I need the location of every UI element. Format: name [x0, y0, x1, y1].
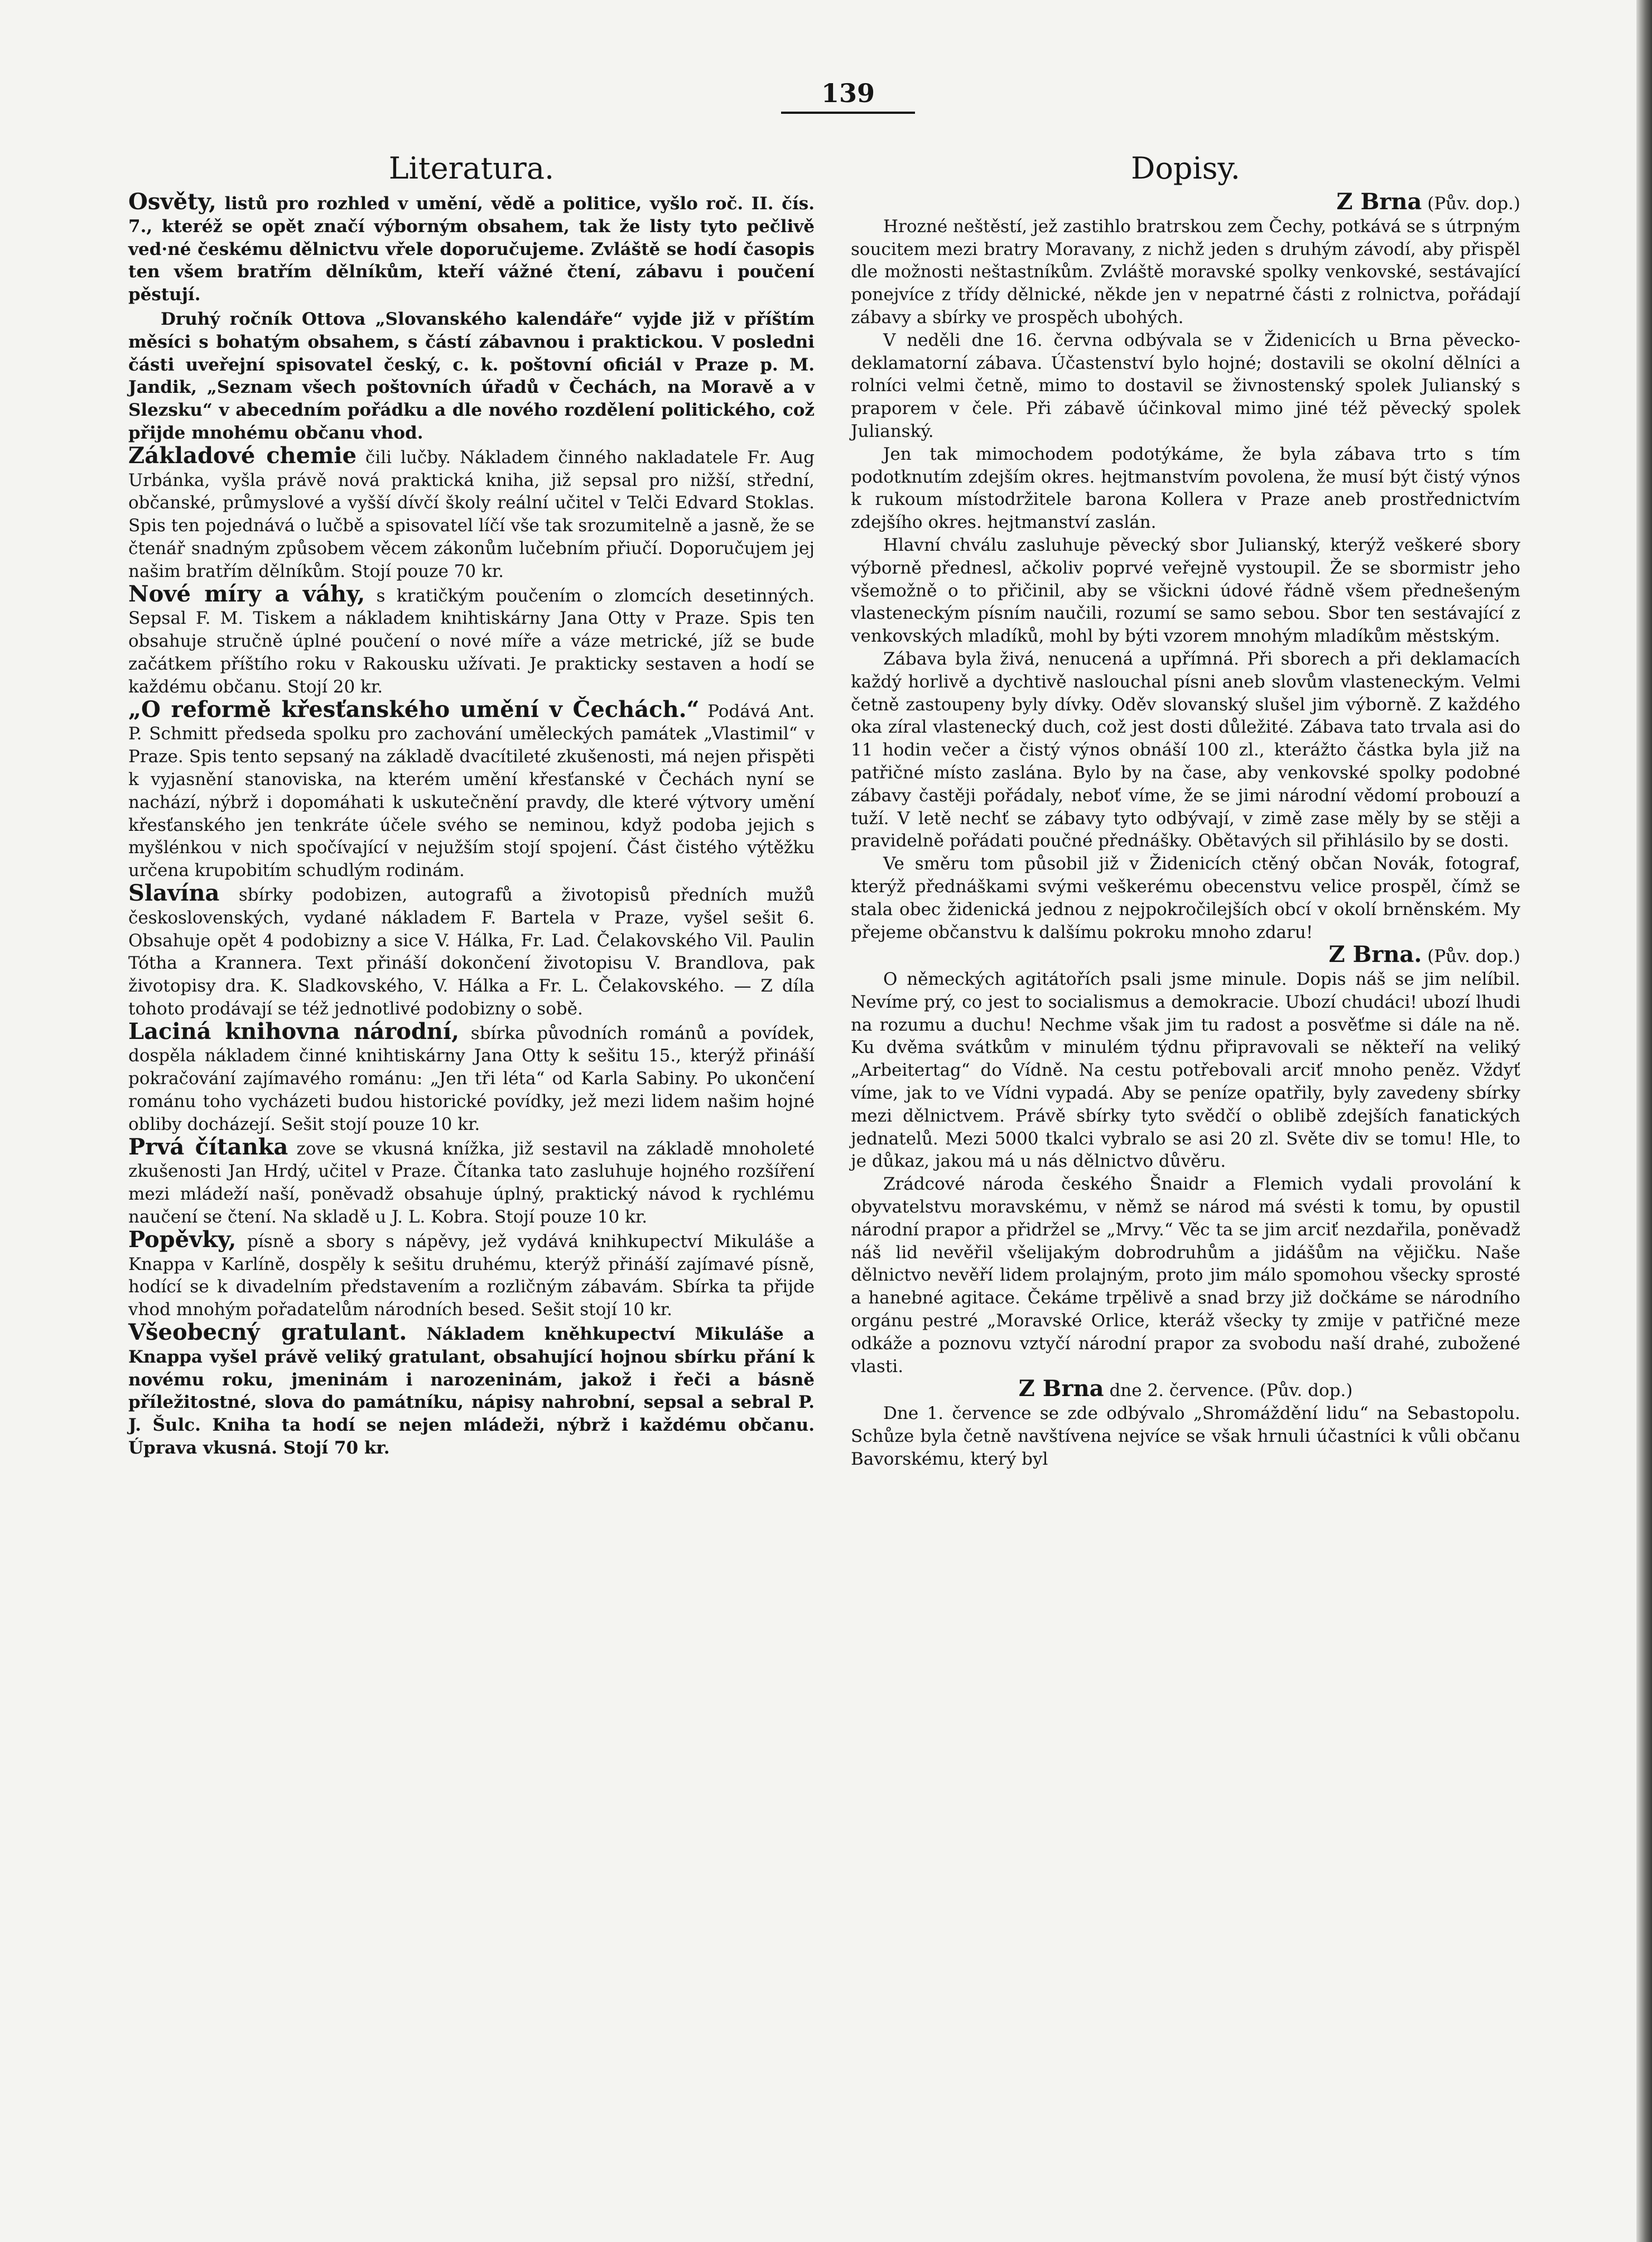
literature-entry: [128, 306, 815, 445]
literature-entry: [128, 879, 815, 1021]
literature-entry-text: sbírka původních románů a povídek, dospěla nákladem činné knihtiskárny Jana Otty k sešitu 15., kterýž přináší pokračování zajímavého románu: „Jen tři léta“ od Karla Sabiny. Po ukončení románu toho vycházeti budou historické povídky, jež mezi lidem našim hojné obliby docházejí. Sešit stojí pouze 10 kr.: [128, 1023, 815, 1134]
page-edge-shadow: [1636, 0, 1652, 2242]
letter-note: dne 2. července. (Pův. dop.): [1104, 1380, 1353, 1401]
dopisy-title: Dopisy.: [1131, 151, 1240, 186]
literature-entry-heading: Nové míry a váhy,: [128, 580, 365, 607]
literatura-column: [128, 151, 815, 1460]
literature-entry-text: listů pro rozhled v umění, vědě a politice, vyšlo roč. II. čís. 7., kteréž se opět značí výborným obsahem, tak že listy tyto pečlivě ved·né českému dělnictvu vřele doporučujeme. Zvláště se hodí časopis ten všem bratřím dělníkům, kteří vážné čtení, zábavu i poučení pěstují.: [128, 194, 815, 305]
literatura-entries: [128, 191, 815, 1460]
letter-dateline: [851, 941, 1520, 968]
literature-entry-heading: Popěvky,: [128, 1226, 237, 1253]
literature-entry-text: Nákladem kněhkupectví Mikuláše a Knappa vyšel právě veliký gratulant, obsahující hojnou sbírku přání k novému roku, jmeninám i narozeninám, jakož i řeči a básně příležitostné, slova do památníku, nápisy nahrobní, sepsal a sebral P. J. Šulc. Kniha ta hodí se nejen mládeži, nýbrž i každému občanu. Úprava vkusná. Stojí 70 kr.: [128, 1324, 815, 1459]
literature-entry-heading: Základové chemie: [128, 442, 357, 469]
literature-entry-heading: Slavína: [128, 879, 220, 906]
letter-paragraph: Hlavní chválu zasluhuje pěvecký sbor Julianský, kterýž veškeré sbory výborně přednesl, ačkoliv poprvé veřejně vystoupil. Že se sbormistr jeho všemožně o to přičinil, aby se všickni údové řádně všem přednešeným vlasteneckým písním naučili, rozumí se samo sebou. Sbor ten sestávající z venkovských mladíků, mohl by býti vzorem mnohým mladíkům městským.: [851, 535, 1520, 647]
letter: [851, 191, 1520, 944]
letter-paragraph: Zrádcové národa českého Šnaidr a Flemich vydali provolání k obyvatelstvu moravskému, v němž se národ má svésti k tomu, by opustil národní prapor a přidržel se „Mrvy.“ Věc ta se jim arciť nezdařila, poněvadž náš lid nevěřil všelijakým dobrodruhům a jidášům na vějičku. Naše dělnictvo nevěří lidem prolajným, proto jim málo spomohou všecky sprosté a hanebné agitace. Čekáme trpělivě a snad brzy již dočkáme se národního orgánu pestré „Moravské Orlice, kteráž všecky ty zmije v patřičné meze odkáže a poznovu vztyčí národní prapor za svobodu naší drahé, zubožené vlasti.: [851, 1174, 1520, 1377]
letter-dateline: [851, 1375, 1520, 1402]
literatura-title: Literatura.: [388, 151, 555, 186]
literature-entry: [128, 696, 815, 882]
literature-entry-text: zove se vkusná knížka, již sestavil na základě mnoholeté zkušenosti Jan Hrdý, učitel v Praze. Čítanka tato zasluhuje hojného rozšíření mezi mládeží naší, poněvadž obsahuje úplný, praktický návod k rychlému naučení se čtení. Na skladě u J. L. Kobra. Stojí pouze 10 kr.: [128, 1138, 815, 1228]
letter-paragraph: Dne 1. července se zde odbývalo „Shromáždění lidu“ na Sebastopolu. Schůze byla četně navštívena nejvíce se však hrnuli účastníci k vůli občanu Bavorskému, který byl: [851, 1403, 1520, 1469]
letter: [851, 941, 1520, 1378]
literature-entry-heading: Laciná knihovna národní,: [128, 1018, 460, 1045]
letter-paragraph: O německých agitátořích psali jsme minule. Dopis náš se jim nelíbil. Nevíme prý, co jest to socialismus a demokracie. Ubozí chudáci! ubozí lhudi na rozumu a duchu! Nechme však jim tu radost a posvěťme si dále na ně. Ku dvěma svátkům v minulém týdnu připravovali se někteří na veliký „Arbeitertag“ do Vídně. Na cestu potřebovali arciť mnoho peněz. Vždyť víme, jak to ve Vídni vypadá. Aby se peníze opatřily, byly zavedeny sbírky mezi dělnictvem. Právě sbírky tyto svědčí o oblibě zdejších fanatických jednatelů. Mezi 5000 tkalci vybralo se asi 20 zl. Světe div se tomu! Hle, to je důkaz, jakou má u nás dělnictvo důvěru.: [851, 969, 1520, 1172]
literature-entry: [128, 1226, 815, 1321]
literature-entry: [128, 1321, 815, 1460]
letter-paragraph: Jen tak mimochodem podotýkáme, že byla zábava trto s tím podotknutím zdejším okres. hejtmanstvím povolena, že musí být čistý výnos k rukoum místodržitele barona Kollera v Praze aneb prostřednictvím zdejšího okres. hejtmanství zaslán.: [851, 444, 1520, 533]
literature-entry-text: sbírky podobizen, autografů a životopisů předních mužů československých, vydané nákladem F. Bartela v Praze, vyšel sešit 6. Obsahuje opět 4 podobizny a sice V. Hálka, Fr. Lad. Čelakovského Vil. Paulin Tótha a Krannera. Text přináší dokončení životopisu V. Brandlova, pak životopisy dra. K. Sladkovského, V. Hálka a Fr. L. Čelakovského. — Z díla tohoto prodávají se též jednotlivé podobizny o sobě.: [128, 884, 815, 1019]
letter: [851, 1375, 1520, 1470]
letter-place: Z Brna.: [1328, 941, 1422, 968]
literature-entry: [128, 580, 815, 699]
letter-note: (Pův. dop.): [1422, 194, 1520, 214]
literature-entry: [128, 442, 815, 583]
letter-paragraph: Hrozné neštěstí, jež zastihlo bratrskou zem Čechy, potkává se s útrpným soucitem mezi bratry Moravany, z nichž jeden s druhým závodí, aby přispěl dle možnosti neštastníkům. Zvláště moravské spolky venkovské, sestávající ponejvíce z třídy dělnické, někde jen v nepatrné části z rolnictva, pořádají zábavy a sbírky ve prospěch ubohých.: [851, 216, 1520, 328]
literature-entry-heading: Osvěty,: [128, 189, 216, 215]
literature-entry-heading: Všeobecný gratulant.: [128, 1319, 407, 1346]
literature-entry-heading: Prvá čítanka: [128, 1133, 288, 1160]
literature-entry: [128, 191, 815, 306]
dopisy-letters: [851, 191, 1520, 1471]
letter-paragraph: V neděli dne 16. června odbývala se v Židenicích u Brna pěvecko-deklamatorní zábava. Účastenství bylo hojné; dostavili se okolní dělníci a rolníci velmi četně, mimo to dostavil se živnostenský spolek Julianský s praporem v čele. Při zábavě účinkoval mimo jiné též pěvecký spolek Julianský.: [851, 330, 1520, 441]
literature-entry-heading: „O reformě křesťanského umění v Čechách.“: [128, 696, 700, 723]
dopisy-column: [851, 151, 1520, 1471]
literature-entry: [128, 1018, 815, 1136]
literature-entry-text: Podává Ant. P. Schmitt předseda spolku pro zachování uměleckých památek „Vlastimil“ v Praze. Spis tento sepsaný na základě dvacítileté zkušenosti, má nejen přispěti k vyjasnění stanoviska, na kterém umění křesťanské v Čechách nyní se nachází, nýbrž i dopomáhati k uskutečnění pravdy, dle které výtvory umění křesťanského jen tenkráte účele svého se neminou, když podoba jejich s myšlénkou v nich spočívající v nejužším stojí spojení. Část čistého výtěžku určena krupobitím schudlým rodinám.: [128, 701, 815, 881]
literature-entry-text: Druhý ročník Ottova „Slovanského kalendáře“ vyjde již v příštím měsíci s bohatým obsahem, s částí zábavnou i praktickou. V posledni části uveřejní spisovatel český, c. k. poštovní oficiál v Praze p. M. Jandik, „Seznam všech poštovních úřadů v Čechách, na Moravě a v Slezsku“ v abecedním pořádku a dle nového rozdělení politického, což přijde mnohému občanu vhod.: [128, 309, 815, 443]
letter-place: Z Brna: [1336, 189, 1422, 215]
literature-entry-text: písně a sbory s nápěvy, jež vydává knihkupectví Mikuláše a Knappa v Karlíně, dospěly k sešitu druhému, kterýž přináší zajímavé písně, hodící se k divadelním představením a rozličným zábavám. Sbírka ta přijde vhod mnohým pořadatelům národních besed. Sešit stojí 10 kr.: [128, 1231, 815, 1320]
letter-place: Z Brna: [1018, 1375, 1104, 1402]
letter-paragraph: Zábava byla živá, nenucená a upřímná. Při sborech a při deklamacích každý horlivě a dychtivě naslouchal písni aneb slovům vlasteneckým. Velmi četně zastoupeny byly dívky. Oděv slovanský slušel jim výborně. Z každého oka zíral vlastenecký duch, což jest dosti důležité. Zábava tato trvala asi do 11 hodin večer a čistý výnos obnáší 100 zl., kterážto částka byla již na patřičné místo zaslána. Bylo by na čase, aby venkovské spolky podobné zábavy častěji pořádaly, neboť víme, že se jimi národní vědomí probouzí a tuží. V letě nechť se zábavy tyto odbývají, v zimě zase měly by se stěji a pravidelně pořádati poučné přednášky. Obětavých sil přihlásilo by se dosti.: [851, 648, 1520, 851]
letter-dateline: [851, 191, 1520, 215]
page-number: 139: [781, 78, 915, 114]
literature-entry: [128, 1133, 815, 1229]
letter-note: (Pův. dop.): [1422, 946, 1520, 967]
literature-entry-text: čili lučby. Nákladem činného nakladatele Fr. Aug Urbánka, vyšla právě nová praktická kniha, již sepsal pro nižší, střední, občanské, průmyslové a vyšší dívčí školy reální učitel v Telči Edvard Stoklas. Spis ten pojednává o lučbě a spisovatel líčí vše tak srozumitelně a jasně, že se čtenář snadným způsobem věcem zákonům lučebním přiučí. Doporučujem jej našim bratřím dělníkům. Stojí pouze 70 kr.: [128, 447, 815, 581]
literature-entry-text: s kratičkým poučením o zlomcích desetinných. Sepsal F. M. Tiskem a nákladem knihtiskárny Jana Otty v Praze. Spis ten obsahuje stručně úplné poučení o nové míře a váze metrické, jíž se bude začátkem příštího roku v Rakousku užívati. Je prakticky sestaven a hodí se každému občanu. Stojí 20 kr.: [128, 585, 815, 697]
letter-paragraph: Ve směru tom působil již v Židenicích ctěný občan Novák, fotograf, kterýž přednáškami svými veškerému obecenstvu velice prospěl, čímž se stala obec židenická jednou z nejpokročilejších obcí v okolí brněnském. My přejeme občanstvu k dalšímu pokroku mnoho zdaru!: [851, 854, 1520, 942]
